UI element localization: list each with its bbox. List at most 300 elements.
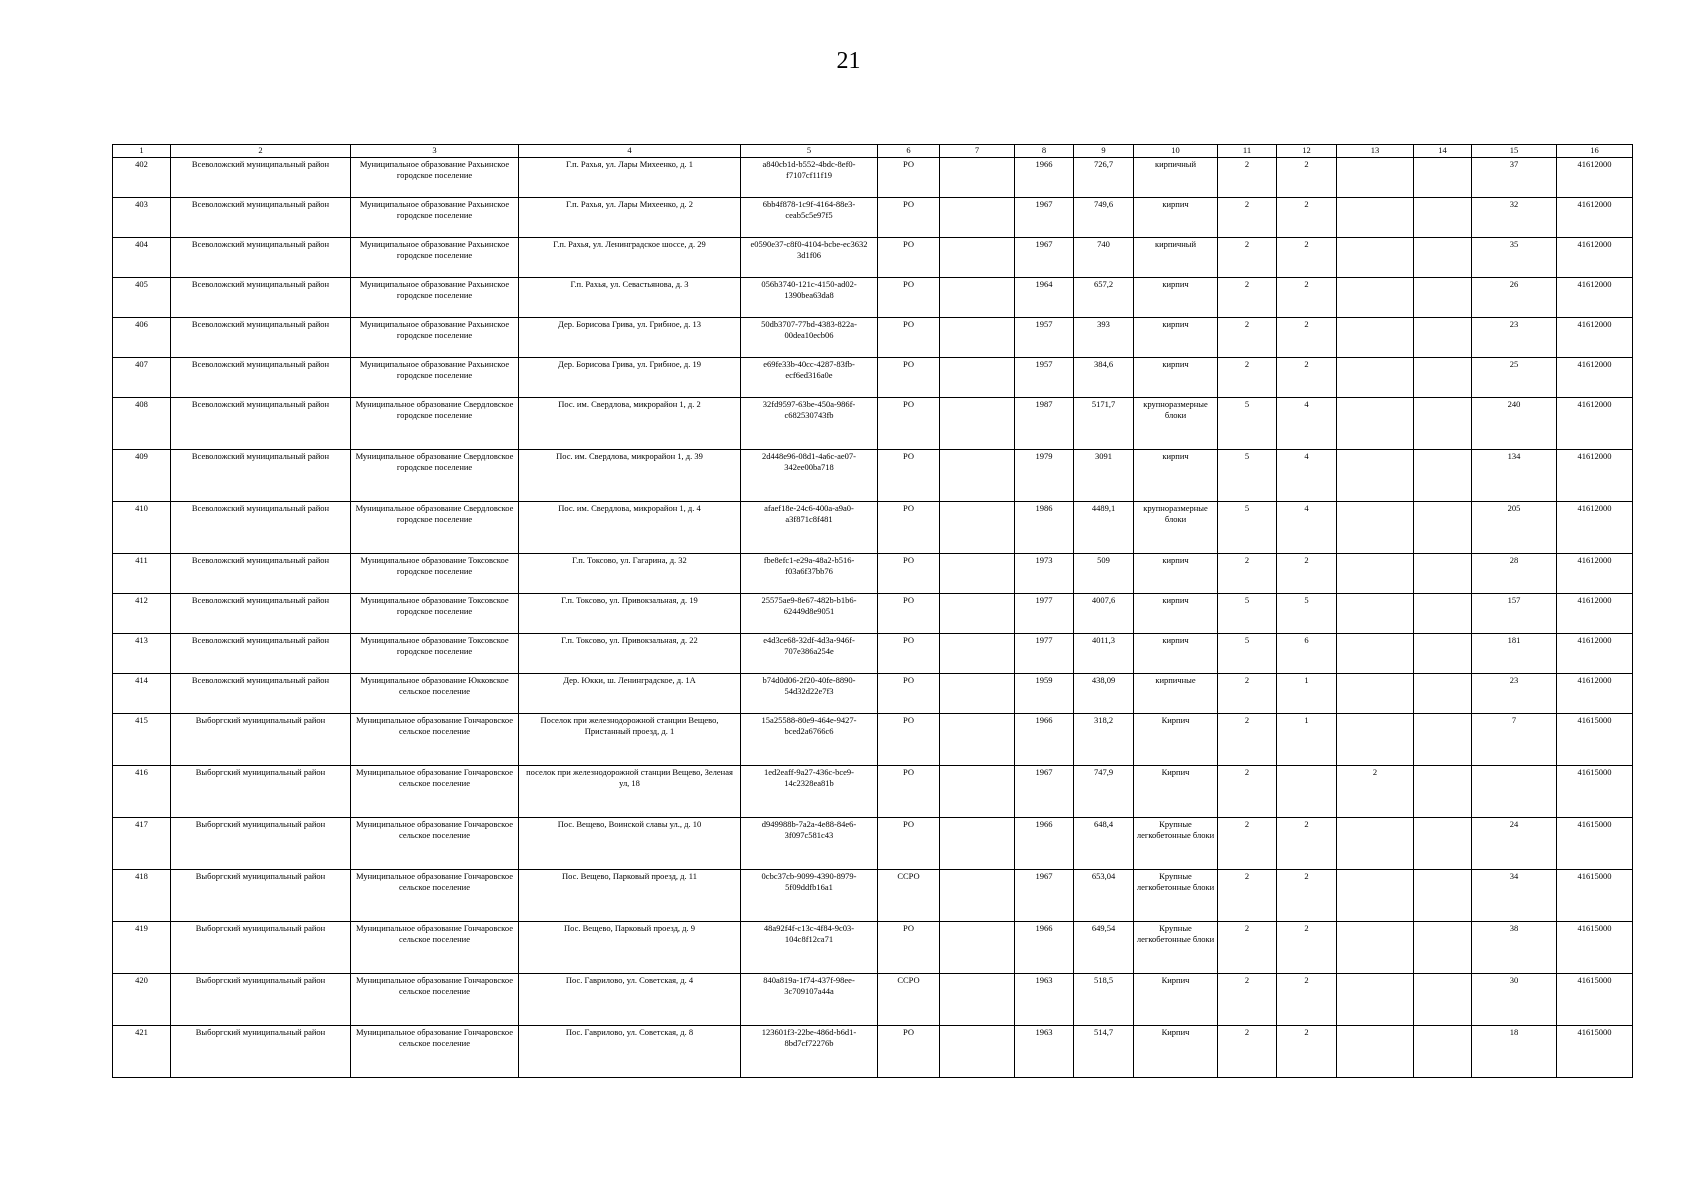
- table-cell-col-11: 2: [1218, 870, 1277, 922]
- table-cell-col-12: 1: [1277, 714, 1337, 766]
- table-cell-col-8: 1967: [1015, 198, 1074, 238]
- table-cell-col-9: 648,4: [1074, 818, 1134, 870]
- table-cell-col-5: 50db3707-77bd-4383-822a-00dea10ecb06: [741, 318, 878, 358]
- table-cell-col-13: [1337, 502, 1414, 554]
- table-cell-col-13: [1337, 318, 1414, 358]
- table-cell-col-14: [1414, 450, 1472, 502]
- table-cell-col-7: [940, 922, 1015, 974]
- table-cell-col-2: Всеволожский муниципальный район: [171, 594, 351, 634]
- table-cell-col-15: 37: [1472, 158, 1557, 198]
- table-cell-col-4: Дер. Борисова Грива, ул. Грибное, д. 13: [519, 318, 741, 358]
- table-cell-col-10: Кирпич: [1134, 766, 1218, 818]
- column-header-16: 16: [1557, 145, 1633, 158]
- table-cell-col-5: e69fe33b-40cc-4287-83fb-ecf6ed316a0e: [741, 358, 878, 398]
- table-cell-col-15: 32: [1472, 198, 1557, 238]
- table-cell-col-12: 2: [1277, 554, 1337, 594]
- table-cell-col-9: 393: [1074, 318, 1134, 358]
- table-cell-col-6: РО: [878, 674, 940, 714]
- table-cell-col-2: Выборгский муниципальный район: [171, 870, 351, 922]
- table-cell-col-7: [940, 158, 1015, 198]
- table-row: [113, 198, 1633, 238]
- table-cell-col-16: 41612000: [1557, 502, 1633, 554]
- table-cell-col-14: [1414, 198, 1472, 238]
- table-cell-col-2: Всеволожский муниципальный район: [171, 634, 351, 674]
- table-cell-col-1: 411: [113, 554, 171, 594]
- table-cell-col-11: 2: [1218, 974, 1277, 1026]
- table-cell-col-9: 653,04: [1074, 870, 1134, 922]
- table-cell-col-7: [940, 634, 1015, 674]
- table-cell-col-3: Муниципальное образование Гончаровское сельское поселение: [351, 922, 519, 974]
- table-cell-col-8: 1966: [1015, 922, 1074, 974]
- table-cell-col-13: [1337, 398, 1414, 450]
- table-cell-col-4: Пос. Вещево, Воинской славы ул., д. 10: [519, 818, 741, 870]
- table-cell-col-2: Всеволожский муниципальный район: [171, 502, 351, 554]
- table-cell-col-16: 41612000: [1557, 198, 1633, 238]
- table-cell-col-3: Муниципальное образование Токсовское городское поселение: [351, 554, 519, 594]
- table-cell-col-2: Всеволожский муниципальный район: [171, 158, 351, 198]
- table-cell-col-12: 5: [1277, 594, 1337, 634]
- page-number: 21: [836, 48, 861, 74]
- table-cell-col-1: 405: [113, 278, 171, 318]
- table-cell-col-5: e0590e37-c8f0-4104-bcbe-ec3632 3d1f06: [741, 238, 878, 278]
- table-cell-col-15: 23: [1472, 674, 1557, 714]
- table-cell-col-8: 1986: [1015, 502, 1074, 554]
- table-cell-col-6: РО: [878, 922, 940, 974]
- table-cell-col-5: 32fd9597-63be-450a-986f-c682530743fb: [741, 398, 878, 450]
- table-cell-col-10: кирпич: [1134, 634, 1218, 674]
- table-cell-col-14: [1414, 594, 1472, 634]
- table-cell-col-12: 2: [1277, 358, 1337, 398]
- table-cell-col-7: [940, 398, 1015, 450]
- table-cell-col-11: 2: [1218, 818, 1277, 870]
- table-cell-col-9: 514,7: [1074, 1026, 1134, 1078]
- table-cell-col-6: РО: [878, 634, 940, 674]
- table-cell-col-1: 407: [113, 358, 171, 398]
- table-cell-col-6: РО: [878, 358, 940, 398]
- column-header-13: 13: [1337, 145, 1414, 158]
- table-row: [113, 714, 1633, 766]
- table-cell-col-11: 5: [1218, 450, 1277, 502]
- column-header-1: 1: [113, 145, 171, 158]
- table-cell-col-6: РО: [878, 714, 940, 766]
- table-cell-col-16: 41615000: [1557, 870, 1633, 922]
- table-cell-col-9: 438,09: [1074, 674, 1134, 714]
- table-cell-col-16: 41612000: [1557, 358, 1633, 398]
- table-cell-col-16: 41612000: [1557, 318, 1633, 358]
- table-cell-col-7: [940, 1026, 1015, 1078]
- table-row: [113, 1026, 1633, 1078]
- table-cell-col-11: 2: [1218, 1026, 1277, 1078]
- table-cell-col-16: 41612000: [1557, 674, 1633, 714]
- table-cell-col-12: 2: [1277, 278, 1337, 318]
- table-cell-col-8: 1964: [1015, 278, 1074, 318]
- table-cell-col-11: 5: [1218, 398, 1277, 450]
- table-cell-col-2: Выборгский муниципальный район: [171, 974, 351, 1026]
- table-cell-col-16: 41612000: [1557, 278, 1633, 318]
- table-cell-col-14: [1414, 818, 1472, 870]
- table-cell-col-11: 5: [1218, 634, 1277, 674]
- table-row: [113, 818, 1633, 870]
- table-cell-col-4: Поселок при железнодорожной станции Вещево, Пристанный проезд, д. 1: [519, 714, 741, 766]
- table-cell-col-11: 2: [1218, 358, 1277, 398]
- table-cell-col-15: 26: [1472, 278, 1557, 318]
- column-header-7: 7: [940, 145, 1015, 158]
- table-cell-col-1: 402: [113, 158, 171, 198]
- table-cell-col-12: [1277, 766, 1337, 818]
- table-cell-col-12: 6: [1277, 634, 1337, 674]
- table-cell-col-15: 23: [1472, 318, 1557, 358]
- table-cell-col-10: кирпич: [1134, 594, 1218, 634]
- table-cell-col-3: Муниципальное образование Гончаровское сельское поселение: [351, 714, 519, 766]
- table-cell-col-14: [1414, 502, 1472, 554]
- table-cell-col-8: 1977: [1015, 634, 1074, 674]
- table-cell-col-15: 25: [1472, 358, 1557, 398]
- table-cell-col-12: 2: [1277, 818, 1337, 870]
- table-cell-col-16: 41615000: [1557, 714, 1633, 766]
- table-cell-col-9: 5171,7: [1074, 398, 1134, 450]
- table-cell-col-12: 2: [1277, 1026, 1337, 1078]
- table-cell-col-7: [940, 674, 1015, 714]
- table-cell-col-1: 418: [113, 870, 171, 922]
- table-cell-col-14: [1414, 554, 1472, 594]
- table-cell-col-2: Всеволожский муниципальный район: [171, 198, 351, 238]
- table-cell-col-1: 415: [113, 714, 171, 766]
- table-cell-col-12: 4: [1277, 450, 1337, 502]
- table-cell-col-8: 1959: [1015, 674, 1074, 714]
- table-cell-col-5: fbe8efc1-e29a-48a2-b516-f03a6f37bb76: [741, 554, 878, 594]
- table-cell-col-7: [940, 450, 1015, 502]
- table-cell-col-7: [940, 278, 1015, 318]
- table-cell-col-12: 4: [1277, 398, 1337, 450]
- table-cell-col-3: Муниципальное образование Гончаровское сельское поселение: [351, 1026, 519, 1078]
- table-cell-col-6: РО: [878, 766, 940, 818]
- table-cell-col-1: 406: [113, 318, 171, 358]
- table-cell-col-1: 410: [113, 502, 171, 554]
- table-cell-col-14: [1414, 398, 1472, 450]
- table-cell-col-9: 509: [1074, 554, 1134, 594]
- table-cell-col-4: Пос. Вещево, Парковый проезд, д. 11: [519, 870, 741, 922]
- table-cell-col-10: кирпич: [1134, 450, 1218, 502]
- table-cell-col-3: Муниципальное образование Гончаровское сельское поселение: [351, 870, 519, 922]
- table-cell-col-5: 056b3740-121c-4150-ad02-1390bea63da8: [741, 278, 878, 318]
- table-cell-col-14: [1414, 278, 1472, 318]
- table-cell-col-9: 4011,3: [1074, 634, 1134, 674]
- table-cell-col-9: 4489,1: [1074, 502, 1134, 554]
- table-row: [113, 634, 1633, 674]
- table-cell-col-11: 2: [1218, 714, 1277, 766]
- table-row: [113, 450, 1633, 502]
- table-cell-col-12: 2: [1277, 318, 1337, 358]
- table-cell-col-5: afaef18e-24c6-400a-a9a0-a3f871c8f481: [741, 502, 878, 554]
- table-cell-col-14: [1414, 318, 1472, 358]
- table-cell-col-16: 41615000: [1557, 922, 1633, 974]
- table-cell-col-10: кирпич: [1134, 318, 1218, 358]
- table-cell-col-8: 1979: [1015, 450, 1074, 502]
- table-cell-col-16: 41612000: [1557, 158, 1633, 198]
- table-cell-col-10: кирпич: [1134, 278, 1218, 318]
- table-cell-col-4: Пос. Гаврилово, ул. Советская, д. 8: [519, 1026, 741, 1078]
- table-cell-col-15: 157: [1472, 594, 1557, 634]
- table-cell-col-5: b74d0d06-2f20-40fe-8890-54d32d22e7f3: [741, 674, 878, 714]
- column-header-10: 10: [1134, 145, 1218, 158]
- table-cell-col-8: 1967: [1015, 238, 1074, 278]
- table-cell-col-6: РО: [878, 238, 940, 278]
- table-cell-col-16: 41615000: [1557, 766, 1633, 818]
- table-cell-col-10: Крупные легкобетонные блоки: [1134, 818, 1218, 870]
- table-cell-col-11: 2: [1218, 674, 1277, 714]
- table-cell-col-10: кирпич: [1134, 198, 1218, 238]
- table-cell-col-7: [940, 238, 1015, 278]
- table-cell-col-4: Г.п. Рахья, ул. Лары Михеенко, д. 1: [519, 158, 741, 198]
- table-cell-col-4: Пос. им. Свердлова, микрорайон 1, д. 2: [519, 398, 741, 450]
- table-cell-col-8: 1966: [1015, 714, 1074, 766]
- column-header-15: 15: [1472, 145, 1557, 158]
- table-cell-col-8: 1963: [1015, 1026, 1074, 1078]
- table-cell-col-9: 649,54: [1074, 922, 1134, 974]
- table-cell-col-11: 2: [1218, 922, 1277, 974]
- table-cell-col-10: кирпичный: [1134, 238, 1218, 278]
- table-cell-col-11: 2: [1218, 554, 1277, 594]
- table-cell-col-3: Муниципальное образование Рахьинское городское поселение: [351, 238, 519, 278]
- table-row: [113, 674, 1633, 714]
- table-cell-col-1: 404: [113, 238, 171, 278]
- table-cell-col-4: Пос. им. Свердлова, микрорайон 1, д. 39: [519, 450, 741, 502]
- table-cell-col-7: [940, 318, 1015, 358]
- table-cell-col-5: d949988b-7a2a-4e88-84e6-3f097c581c43: [741, 818, 878, 870]
- table-cell-col-16: 41615000: [1557, 818, 1633, 870]
- table-cell-col-2: Всеволожский муниципальный район: [171, 554, 351, 594]
- column-header-11: 11: [1218, 145, 1277, 158]
- table-cell-col-5: 1ed2eaff-9a27-436c-bce9-14c2328ea81b: [741, 766, 878, 818]
- table-cell-col-4: Г.п. Рахья, ул. Ленинградское шоссе, д. 29: [519, 238, 741, 278]
- table-cell-col-3: Муниципальное образование Гончаровское сельское поселение: [351, 766, 519, 818]
- table-cell-col-1: 420: [113, 974, 171, 1026]
- table-cell-col-12: 2: [1277, 922, 1337, 974]
- table-cell-col-1: 421: [113, 1026, 171, 1078]
- column-header-6: 6: [878, 145, 940, 158]
- table-cell-col-7: [940, 870, 1015, 922]
- table-cell-col-8: 1963: [1015, 974, 1074, 1026]
- table-cell-col-11: 2: [1218, 198, 1277, 238]
- table-cell-col-13: [1337, 674, 1414, 714]
- table-row: [113, 766, 1633, 818]
- table-cell-col-13: 2: [1337, 766, 1414, 818]
- table-cell-col-6: РО: [878, 554, 940, 594]
- table-cell-col-15: 134: [1472, 450, 1557, 502]
- table-cell-col-15: 181: [1472, 634, 1557, 674]
- table-cell-col-14: [1414, 358, 1472, 398]
- table-cell-col-4: Пос. им. Свердлова, микрорайон 1, д. 4: [519, 502, 741, 554]
- table-cell-col-3: Муниципальное образование Гончаровское сельское поселение: [351, 974, 519, 1026]
- table-cell-col-9: 749,6: [1074, 198, 1134, 238]
- table-cell-col-2: Выборгский муниципальный район: [171, 1026, 351, 1078]
- table-cell-col-6: РО: [878, 502, 940, 554]
- table-row: [113, 358, 1633, 398]
- table-cell-col-9: 384,6: [1074, 358, 1134, 398]
- table-cell-col-5: 2d448e96-08d1-4a6c-ae07-342ee00ba718: [741, 450, 878, 502]
- table-cell-col-1: 419: [113, 922, 171, 974]
- table-cell-col-11: 5: [1218, 502, 1277, 554]
- table-cell-col-2: Всеволожский муниципальный район: [171, 278, 351, 318]
- table-cell-col-7: [940, 714, 1015, 766]
- table-cell-col-10: Кирпич: [1134, 1026, 1218, 1078]
- table-cell-col-9: 3091: [1074, 450, 1134, 502]
- table-cell-col-14: [1414, 1026, 1472, 1078]
- column-header-8: 8: [1015, 145, 1074, 158]
- table-cell-col-7: [940, 502, 1015, 554]
- table-cell-col-13: [1337, 554, 1414, 594]
- table-cell-col-4: Г.п. Токсово, ул. Привокзальная, д. 22: [519, 634, 741, 674]
- table-body: [113, 158, 1633, 1078]
- table-cell-col-13: [1337, 922, 1414, 974]
- table-cell-col-14: [1414, 922, 1472, 974]
- table-cell-col-11: 2: [1218, 318, 1277, 358]
- table-cell-col-4: Г.п. Токсово, ул. Привокзальная, д. 19: [519, 594, 741, 634]
- header-row: [113, 145, 1633, 158]
- table-cell-col-9: 518,5: [1074, 974, 1134, 1026]
- table-cell-col-1: 412: [113, 594, 171, 634]
- table-cell-col-13: [1337, 594, 1414, 634]
- table-row: [113, 554, 1633, 594]
- table-cell-col-9: 657,2: [1074, 278, 1134, 318]
- table-cell-col-12: 2: [1277, 870, 1337, 922]
- table-cell-col-15: [1472, 766, 1557, 818]
- table-cell-col-5: 25575ae9-8e67-482b-b1b6-62449d8e9051: [741, 594, 878, 634]
- table-cell-col-4: Дер. Борисова Грива, ул. Грибное, д. 19: [519, 358, 741, 398]
- table-cell-col-2: Всеволожский муниципальный район: [171, 238, 351, 278]
- table-cell-col-6: РО: [878, 594, 940, 634]
- table-cell-col-5: 123601f3-22be-486d-b6d1-8bd7cf72276b: [741, 1026, 878, 1078]
- table-cell-col-2: Всеволожский муниципальный район: [171, 398, 351, 450]
- table-cell-col-10: кирпич: [1134, 554, 1218, 594]
- table-cell-col-16: 41612000: [1557, 554, 1633, 594]
- table-cell-col-3: Муниципальное образование Рахьинское городское поселение: [351, 358, 519, 398]
- table-cell-col-5: 6bb4f878-1c9f-4164-88e3-ceab5c5e97f5: [741, 198, 878, 238]
- table-cell-col-12: 2: [1277, 974, 1337, 1026]
- table-cell-col-8: 1966: [1015, 158, 1074, 198]
- table-cell-col-3: Муниципальное образование Токсовское городское поселение: [351, 634, 519, 674]
- table-cell-col-3: Муниципальное образование Юкковское сельское поселение: [351, 674, 519, 714]
- table-row: [113, 278, 1633, 318]
- table-cell-col-9: 740: [1074, 238, 1134, 278]
- column-header-4: 4: [519, 145, 741, 158]
- table-cell-col-6: РО: [878, 398, 940, 450]
- column-header-5: 5: [741, 145, 878, 158]
- table-cell-col-1: 409: [113, 450, 171, 502]
- table-cell-col-6: ССРО: [878, 974, 940, 1026]
- table-cell-col-14: [1414, 870, 1472, 922]
- table-cell-col-10: Крупные легкобетонные блоки: [1134, 870, 1218, 922]
- table-cell-col-6: РО: [878, 450, 940, 502]
- housing-table: [112, 144, 1633, 1078]
- table-cell-col-15: 28: [1472, 554, 1557, 594]
- table-cell-col-6: РО: [878, 1026, 940, 1078]
- table-cell-col-3: Муниципальное образование Свердловское городское поселение: [351, 398, 519, 450]
- table-cell-col-9: 747,9: [1074, 766, 1134, 818]
- column-header-14: 14: [1414, 145, 1472, 158]
- table-cell-col-5: 48a92f4f-c13c-4f84-9c03-104c8f12ca71: [741, 922, 878, 974]
- table-cell-col-16: 41615000: [1557, 974, 1633, 1026]
- table-cell-col-3: Муниципальное образование Гончаровское сельское поселение: [351, 818, 519, 870]
- table-cell-col-16: 41612000: [1557, 594, 1633, 634]
- table-cell-col-6: РО: [878, 318, 940, 358]
- table-cell-col-4: Пос. Гаврилово, ул. Советская, д. 4: [519, 974, 741, 1026]
- table-cell-col-8: 1977: [1015, 594, 1074, 634]
- table-cell-col-6: РО: [878, 278, 940, 318]
- table-cell-col-14: [1414, 974, 1472, 1026]
- table-cell-col-10: кирпичные: [1134, 674, 1218, 714]
- table-cell-col-10: кирпич: [1134, 358, 1218, 398]
- table-cell-col-11: 5: [1218, 594, 1277, 634]
- table-cell-col-12: 2: [1277, 158, 1337, 198]
- table-row: [113, 502, 1633, 554]
- table-cell-col-1: 403: [113, 198, 171, 238]
- column-header-9: 9: [1074, 145, 1134, 158]
- table-cell-col-13: [1337, 870, 1414, 922]
- table-cell-col-12: 4: [1277, 502, 1337, 554]
- table-cell-col-2: Выборгский муниципальный район: [171, 714, 351, 766]
- table-cell-col-1: 416: [113, 766, 171, 818]
- table-cell-col-15: 38: [1472, 922, 1557, 974]
- table-cell-col-15: 18: [1472, 1026, 1557, 1078]
- housing-table-container: [112, 144, 1632, 1078]
- table-row: [113, 594, 1633, 634]
- table-cell-col-13: [1337, 158, 1414, 198]
- table-cell-col-6: РО: [878, 158, 940, 198]
- table-cell-col-13: [1337, 450, 1414, 502]
- table-cell-col-9: 726,7: [1074, 158, 1134, 198]
- table-cell-col-14: [1414, 238, 1472, 278]
- table-cell-col-5: 15a25588-80e9-464e-9427-bced2a6766c6: [741, 714, 878, 766]
- table-cell-col-8: 1967: [1015, 870, 1074, 922]
- column-header-12: 12: [1277, 145, 1337, 158]
- table-cell-col-12: 2: [1277, 238, 1337, 278]
- table-cell-col-15: 30: [1472, 974, 1557, 1026]
- table-cell-col-14: [1414, 158, 1472, 198]
- table-cell-col-14: [1414, 674, 1472, 714]
- table-cell-col-16: 41615000: [1557, 1026, 1633, 1078]
- table-cell-col-16: 41612000: [1557, 398, 1633, 450]
- table-cell-col-11: 2: [1218, 158, 1277, 198]
- table-cell-col-1: 414: [113, 674, 171, 714]
- table-cell-col-16: 41612000: [1557, 634, 1633, 674]
- table-cell-col-7: [940, 818, 1015, 870]
- table-cell-col-5: 0cbc37cb-9099-4390-8979-5f09ddfb16a1: [741, 870, 878, 922]
- table-cell-col-13: [1337, 278, 1414, 318]
- table-row: [113, 158, 1633, 198]
- table-cell-col-5: 840a819a-1f74-437f-98ee-3c709107a44a: [741, 974, 878, 1026]
- table-cell-col-6: РО: [878, 198, 940, 238]
- table-cell-col-2: Всеволожский муниципальный район: [171, 674, 351, 714]
- table-cell-col-4: Г.п. Рахья, ул. Лары Михеенко, д. 2: [519, 198, 741, 238]
- table-cell-col-9: 318,2: [1074, 714, 1134, 766]
- table-cell-col-15: 7: [1472, 714, 1557, 766]
- table-cell-col-15: 35: [1472, 238, 1557, 278]
- table-cell-col-15: 240: [1472, 398, 1557, 450]
- table-cell-col-13: [1337, 974, 1414, 1026]
- table-cell-col-16: 41612000: [1557, 450, 1633, 502]
- table-cell-col-3: Муниципальное образование Рахьинское городское поселение: [351, 198, 519, 238]
- table-cell-col-2: Всеволожский муниципальный район: [171, 358, 351, 398]
- table-cell-col-7: [940, 974, 1015, 1026]
- table-cell-col-13: [1337, 818, 1414, 870]
- table-cell-col-10: крупноразмерные блоки: [1134, 502, 1218, 554]
- table-cell-col-15: 24: [1472, 818, 1557, 870]
- table-cell-col-4: поселок при железнодорожной станции Вещево, Зеленая ул, 18: [519, 766, 741, 818]
- column-header-2: 2: [171, 145, 351, 158]
- table-cell-col-12: 1: [1277, 674, 1337, 714]
- table-cell-col-11: 2: [1218, 766, 1277, 818]
